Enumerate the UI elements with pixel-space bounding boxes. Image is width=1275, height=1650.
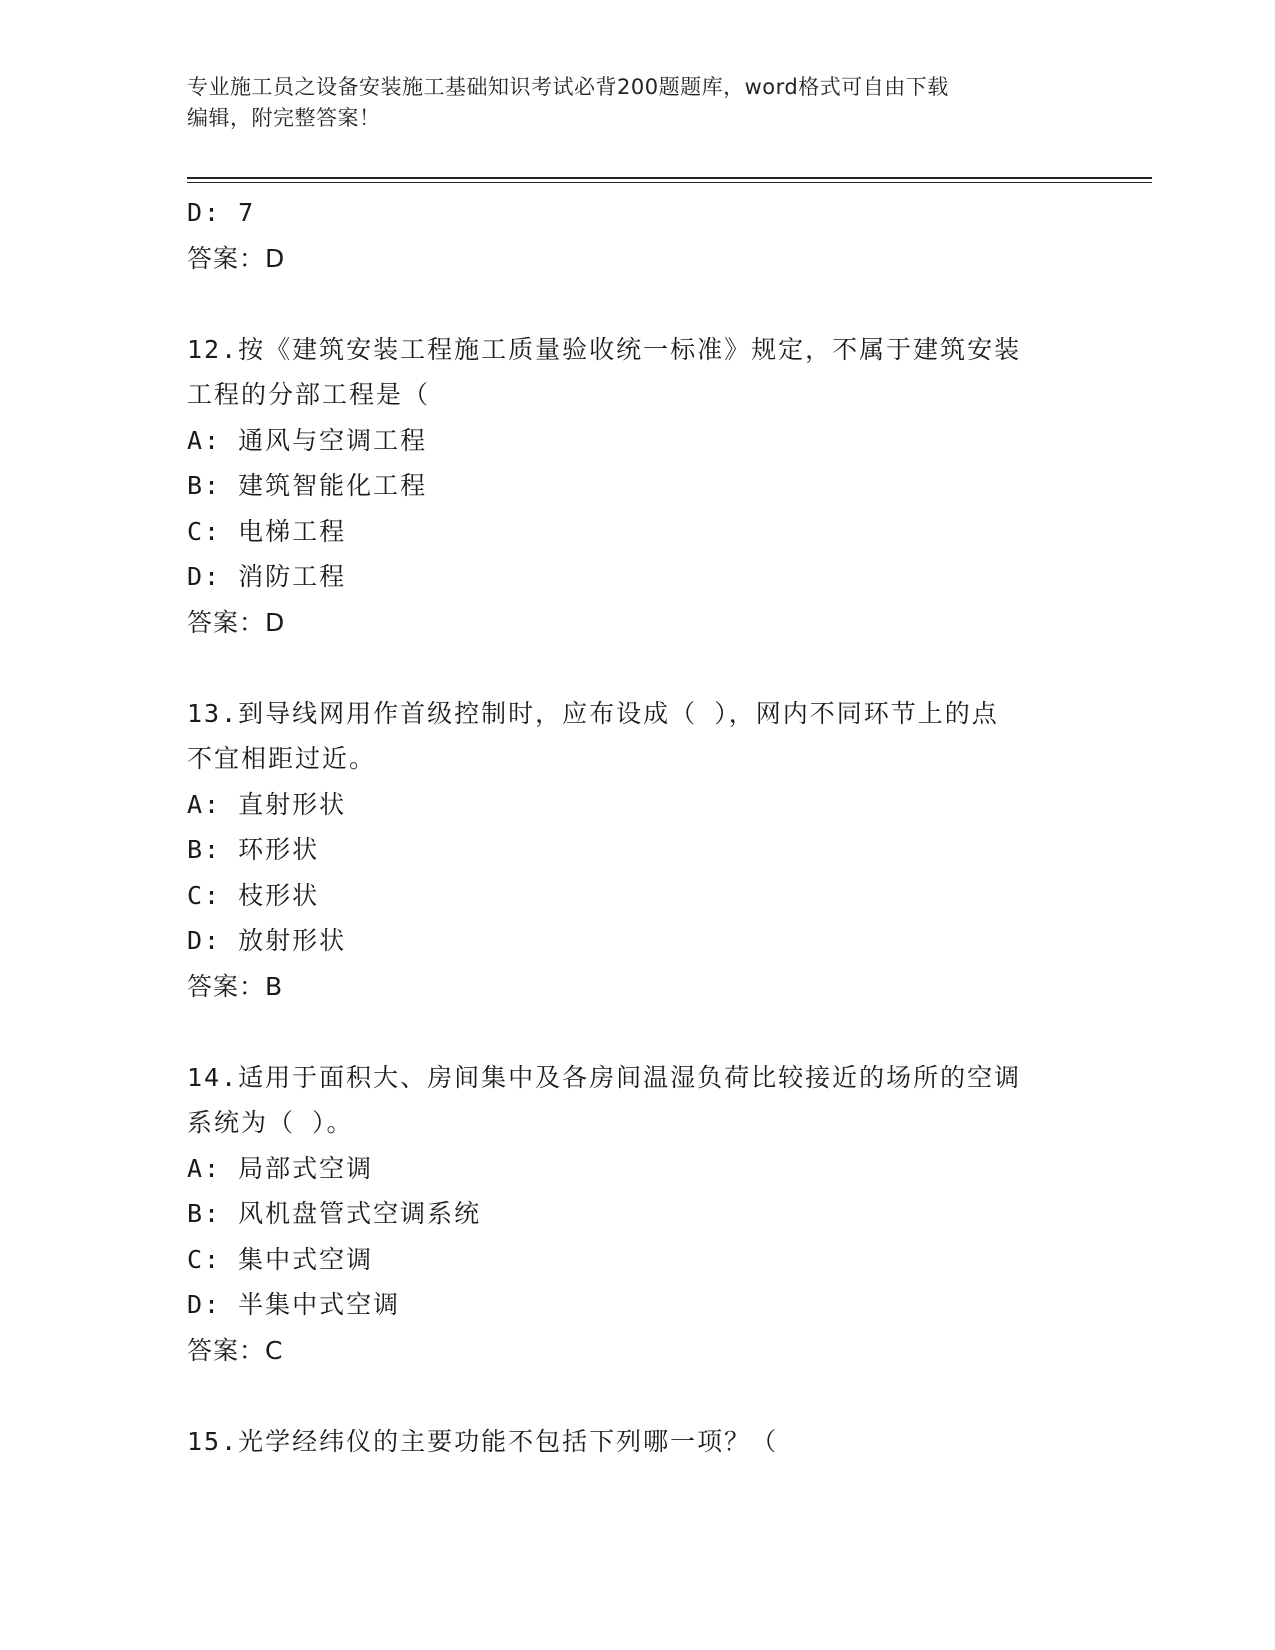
option-c: C: 电梯工程 [187,516,347,546]
question-stem-line: 不宜相距过近。 [187,744,377,773]
spacer [187,1009,1087,1055]
question-stem-line: 12.按《建筑安装工程施工质量验收统一标准》规定，不属于建筑安装 [187,334,1022,364]
option-b: B: 环形状 [187,835,320,864]
answer-line: 答案：C [187,1335,284,1365]
option-a: A: 局部式空调 [187,1153,374,1183]
question-14 [187,1055,1087,1374]
question-13 [187,691,1087,1010]
option-c: C: 集中式空调 [187,1244,374,1274]
option-d: D: 消防工程 [187,562,347,591]
question-stem-line: 15.光学经纬仪的主要功能不包括下列哪一项？（ [187,1426,779,1456]
header-title-line1: 专业施工员之设备安装施工基础知识考试必背200题题库，word格式可自由下载 [187,75,949,99]
option-b: B: 建筑智能化工程 [187,471,428,500]
question-stem-line: 13.到导线网用作首级控制时，应布设成（ ），网内不同环节上的点 [187,698,999,728]
answer-line: 答案：D [187,243,286,273]
question-stem-line: 14.适用于面积大、房间集中及各房间温湿负荷比较接近的场所的空调 [187,1062,1022,1092]
option-a: A: 通风与空调工程 [187,425,428,455]
header-title-line2: 编辑，附完整答案！ [187,106,381,130]
question-list [187,190,1087,1464]
header-divider-thin [187,182,1152,183]
option-a: A: 直射形状 [187,789,347,819]
question-15 [187,1419,1087,1465]
option-b: B: 风机盘管式空调系统 [187,1199,482,1228]
option-c: C: 枝形状 [187,880,320,910]
question-stem-line: 系统为（ ）。 [187,1108,354,1137]
option-d: D: 7 [187,198,256,227]
question-12 [187,327,1087,646]
option-d: D: 放射形状 [187,926,347,955]
spacer [187,1373,1087,1419]
spacer [187,645,1087,691]
question-stem-line: 工程的分部工程是（ [187,380,431,409]
answer-line: 答案：D [187,607,286,637]
answer-line: 答案：B [187,971,284,1001]
page-header [187,72,1077,134]
header-divider-thick [187,177,1152,179]
option-d: D: 半集中式空调 [187,1290,401,1319]
spacer [187,281,1087,327]
